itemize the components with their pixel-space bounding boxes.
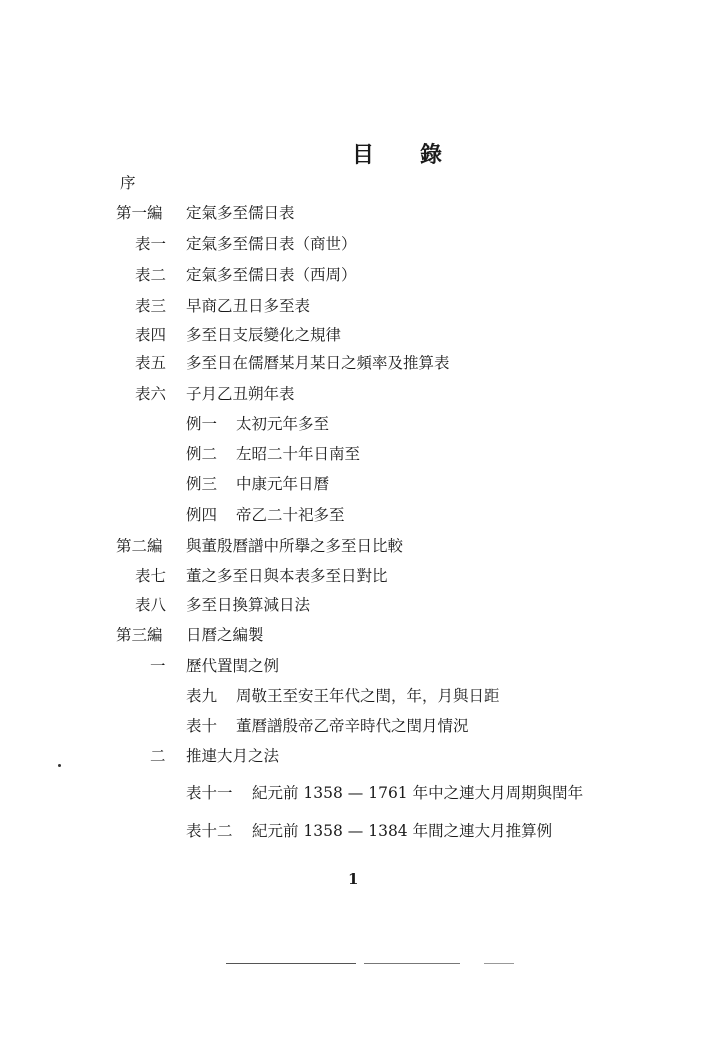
toc-label: 表八 xyxy=(135,596,167,614)
toc-entry-example-1 xyxy=(186,413,330,435)
page-number: 1 xyxy=(348,870,359,888)
toc-text: 與董殷曆譜中所擧之多至日比較 xyxy=(186,537,404,555)
toc-text: 多至日換算減日法 xyxy=(186,596,311,614)
toc-label: 表十二 xyxy=(186,822,233,840)
toc-entry-table-6 xyxy=(135,383,295,405)
toc-text: 周敬王至安王年代之閏，年，月與日距 xyxy=(236,687,500,705)
toc-label: 序 xyxy=(120,174,136,192)
toc-entry-preface xyxy=(120,172,136,194)
toc-entry-table-12 xyxy=(186,820,553,842)
toc-entry-table-11 xyxy=(186,782,584,804)
toc-text: 中康元年日曆 xyxy=(236,475,330,493)
toc-entry-section-2 xyxy=(150,745,280,767)
scan-rule-right xyxy=(364,963,460,964)
toc-label: 例一 xyxy=(186,415,218,433)
toc-text: 董曆譜殷帝乙帝辛時代之閏月情況 xyxy=(236,717,469,735)
toc-entry-example-3 xyxy=(186,473,330,495)
title-char-left: 目 xyxy=(352,142,375,168)
toc-text: 太初元年多至 xyxy=(236,415,330,433)
toc-text: 多至日支辰變化之規律 xyxy=(186,326,342,344)
toc-text: 紀元前 1358 — 1761 年中之連大月周期與閏年 xyxy=(252,784,584,802)
toc-entry-table-1 xyxy=(135,233,357,255)
toc-text: 定氣多至儒日表（商世） xyxy=(186,235,357,253)
toc-label: 例四 xyxy=(186,506,218,524)
title-char-right: 錄 xyxy=(420,142,443,168)
toc-entry-table-10 xyxy=(186,715,469,737)
toc-label: 一 xyxy=(150,657,166,675)
toc-label: 表五 xyxy=(135,354,167,372)
toc-label: 表四 xyxy=(135,326,167,344)
page-title xyxy=(352,138,442,169)
scan-speck xyxy=(58,764,61,767)
toc-text: 帝乙二十祀多至 xyxy=(236,506,345,524)
toc-label: 例二 xyxy=(186,445,218,463)
toc-entry-table-3 xyxy=(135,295,311,317)
toc-text: 董之多至日與本表多至日對比 xyxy=(186,567,388,585)
toc-entry-table-4 xyxy=(135,324,342,346)
toc-text: 紀元前 1358 — 1384 年間之連大月推算例 xyxy=(252,822,553,840)
toc-text: 早商乙丑日多至表 xyxy=(186,297,311,315)
toc-label: 第二編 xyxy=(116,537,163,555)
toc-entry-example-4 xyxy=(186,504,345,526)
toc-entry-section-1 xyxy=(150,655,280,677)
toc-entry-table-9 xyxy=(186,685,500,707)
toc-label: 表一 xyxy=(135,235,167,253)
toc-label: 二 xyxy=(150,747,166,765)
toc-entry-table-5 xyxy=(135,352,450,374)
toc-label: 表三 xyxy=(135,297,167,315)
scan-rule-tail xyxy=(484,963,514,964)
toc-entry-table-7 xyxy=(135,565,388,587)
toc-entry-table-8 xyxy=(135,594,311,616)
toc-text: 子月乙丑朔年表 xyxy=(186,385,295,403)
toc-text: 定氣多至儒日表 xyxy=(186,204,295,222)
toc-label: 表六 xyxy=(135,385,167,403)
toc-label: 表二 xyxy=(135,266,167,284)
toc-label: 第一編 xyxy=(116,204,163,222)
toc-entry-part-1 xyxy=(116,202,295,224)
toc-label: 表七 xyxy=(135,567,167,585)
toc-label: 第三編 xyxy=(116,626,163,644)
toc-entry-part-2 xyxy=(116,535,404,557)
toc-entry-table-2 xyxy=(135,264,357,286)
toc-text: 多至日在儒曆某月某日之頻率及推算表 xyxy=(186,354,450,372)
toc-label: 表九 xyxy=(186,687,218,705)
toc-text: 定氣多至儒日表（西周） xyxy=(186,266,357,284)
toc-text: 歷代置閏之例 xyxy=(186,657,280,675)
toc-label: 表十 xyxy=(186,717,218,735)
toc-entry-example-2 xyxy=(186,443,361,465)
toc-entry-part-3 xyxy=(116,624,264,646)
toc-text: 日曆之編製 xyxy=(186,626,264,644)
toc-text: 左昭二十年日南至 xyxy=(236,445,361,463)
toc-text: 推連大月之法 xyxy=(186,747,280,765)
scan-rule-left xyxy=(226,963,356,964)
toc-label: 例三 xyxy=(186,475,218,493)
toc-label: 表十一 xyxy=(186,784,233,802)
